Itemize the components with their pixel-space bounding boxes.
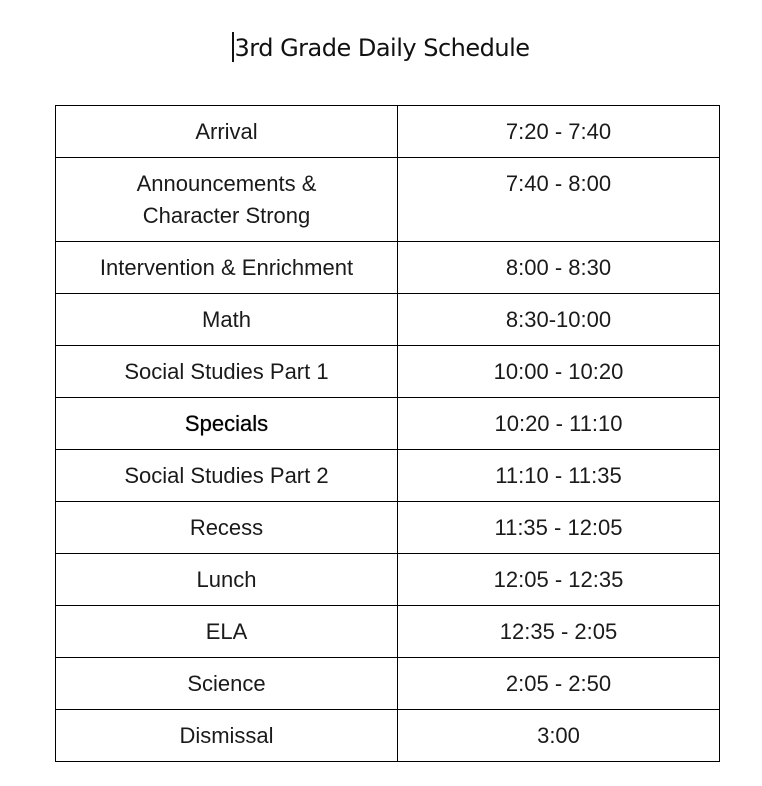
document-title xyxy=(0,32,762,62)
table-row xyxy=(56,294,720,346)
table-row xyxy=(56,106,720,158)
table-row xyxy=(56,242,720,294)
activity-cell: Lunch xyxy=(56,554,398,606)
time-cell: 11:35 - 12:05 xyxy=(398,502,720,554)
table-row xyxy=(56,158,720,242)
table-row xyxy=(56,398,720,450)
time-cell: 8:30-10:00 xyxy=(398,294,720,346)
time-cell: 10:00 - 10:20 xyxy=(398,346,720,398)
time-cell: 12:35 - 2:05 xyxy=(398,606,720,658)
time-cell: 7:20 - 7:40 xyxy=(398,106,720,158)
activity-cell: Specials xyxy=(56,398,398,450)
activity-cell: ELA xyxy=(56,606,398,658)
time-cell: 2:05 - 2:50 xyxy=(398,658,720,710)
table-row xyxy=(56,450,720,502)
table-row xyxy=(56,346,720,398)
table-row xyxy=(56,710,720,762)
activity-cell: Social Studies Part 1 xyxy=(56,346,398,398)
time-cell: 3:00 xyxy=(398,710,720,762)
activity-cell: Dismissal xyxy=(56,710,398,762)
time-cell: 12:05 - 12:35 xyxy=(398,554,720,606)
activity-cell: Announcements & Character Strong xyxy=(56,158,398,242)
table-row xyxy=(56,502,720,554)
document-title-text: 3rd Grade Daily Schedule xyxy=(234,34,530,62)
activity-cell: Arrival xyxy=(56,106,398,158)
time-cell: 8:00 - 8:30 xyxy=(398,242,720,294)
activity-cell: Social Studies Part 2 xyxy=(56,450,398,502)
time-cell: 10:20 - 11:10 xyxy=(398,398,720,450)
table-row xyxy=(56,658,720,710)
activity-cell: Recess xyxy=(56,502,398,554)
table-row xyxy=(56,554,720,606)
time-cell: 7:40 - 8:00 xyxy=(398,158,720,242)
time-cell: 11:10 - 11:35 xyxy=(398,450,720,502)
schedule-table xyxy=(55,105,720,762)
activity-cell: Science xyxy=(56,658,398,710)
activity-cell: Math xyxy=(56,294,398,346)
table-row xyxy=(56,606,720,658)
activity-cell: Intervention & Enrichment xyxy=(56,242,398,294)
